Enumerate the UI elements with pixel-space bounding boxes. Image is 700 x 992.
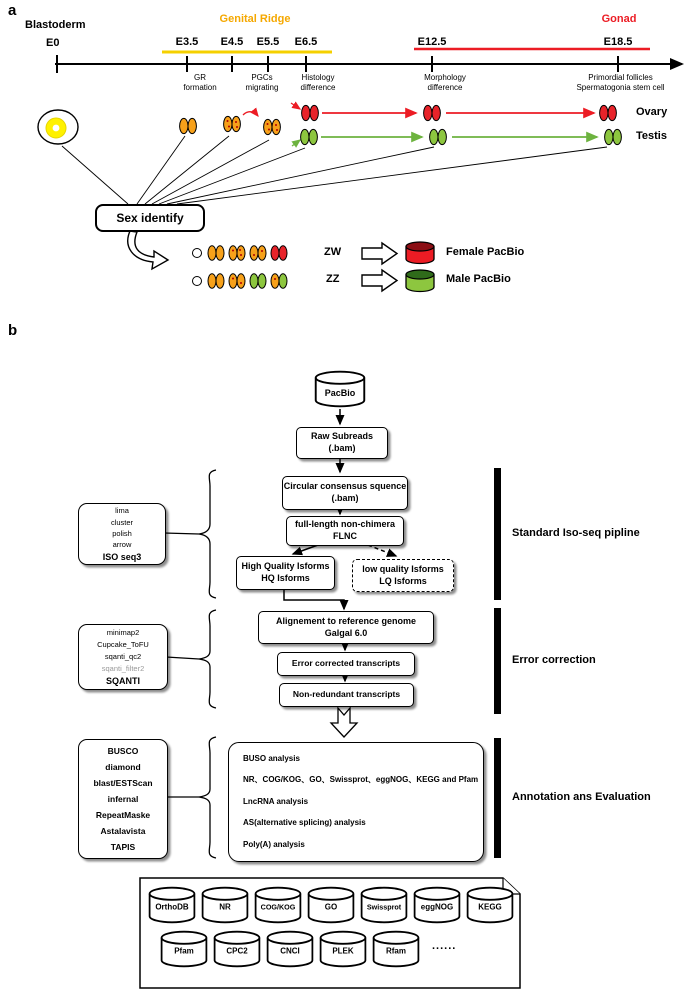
sampling-lines bbox=[62, 136, 607, 204]
zz-row-icons bbox=[193, 274, 288, 288]
db-kegg-icon bbox=[466, 886, 514, 924]
node-non-redundant bbox=[279, 683, 414, 707]
db-cog-kog-icon bbox=[254, 886, 302, 924]
node-flnc bbox=[286, 516, 404, 546]
histology-green-arrow bbox=[292, 140, 300, 146]
zw-label: ZW bbox=[324, 246, 342, 258]
db-label: NR bbox=[219, 902, 231, 912]
db-label: CPC2 bbox=[226, 946, 248, 956]
tool-item: sqanti_filter2 bbox=[101, 664, 145, 673]
tool-item: BUSCO bbox=[107, 746, 139, 756]
tool-item: infernal bbox=[107, 794, 139, 804]
male-pacbio-label: Male PacBio bbox=[446, 273, 511, 285]
node-line: High Quality Isforms bbox=[241, 561, 330, 572]
node-line: Raw Subreads bbox=[310, 431, 374, 442]
tool-item: diamond bbox=[105, 762, 141, 772]
note-line: migrating bbox=[245, 82, 279, 92]
db-nr-icon bbox=[201, 886, 249, 924]
zz-label: ZZ bbox=[326, 273, 340, 285]
tick-e6-5: E6.5 bbox=[294, 36, 318, 48]
tool-item: Cupcake_ToFU bbox=[97, 640, 149, 649]
db-label: GO bbox=[324, 902, 338, 912]
node-ccs bbox=[282, 476, 408, 510]
curved-arrow-icon bbox=[128, 231, 168, 269]
node-line: Circular consensus squence bbox=[283, 481, 407, 492]
node-hq-isoforms bbox=[236, 556, 335, 590]
histology-red-arrow bbox=[291, 103, 300, 109]
zz-arrow-icon bbox=[362, 270, 397, 291]
node-line: low quality Isforms bbox=[362, 563, 444, 574]
testis-pair-e185-icon bbox=[605, 129, 622, 144]
note-line: Morphology bbox=[424, 73, 466, 82]
analysis-line: BUSO analysis bbox=[243, 754, 300, 763]
note-pgcs-migrating bbox=[234, 73, 290, 92]
tool-item: lima bbox=[115, 506, 129, 516]
note-line: Histology bbox=[301, 73, 335, 82]
tool-item: sqanti_qc2 bbox=[104, 652, 142, 661]
tick-e4-5: E4.5 bbox=[220, 36, 244, 48]
pacbio-db-icon bbox=[314, 370, 366, 408]
db-go-icon bbox=[307, 886, 355, 924]
db-cnci-icon bbox=[266, 930, 314, 968]
analysis-line: NR、COG/KOG、GO、Swissprot、eggNOG、KEGG and Pfam bbox=[243, 775, 479, 785]
tool-item: polish bbox=[112, 528, 132, 538]
egg-icon bbox=[38, 110, 78, 144]
note-morphology-difference bbox=[410, 73, 480, 92]
tool-item: Astalavista bbox=[100, 826, 146, 836]
db-label: eggNOG bbox=[420, 902, 454, 912]
node-alignment bbox=[258, 611, 434, 644]
tick-e18-5: E18.5 bbox=[603, 36, 633, 48]
panel-b-label: b bbox=[8, 322, 18, 339]
stage-bar-2 bbox=[494, 608, 501, 714]
female-pacbio-icon bbox=[406, 242, 434, 264]
testis-pair-e125-icon bbox=[430, 129, 447, 144]
braces bbox=[164, 470, 216, 858]
e0-label: E0 bbox=[46, 37, 60, 49]
node-line: (.bam) bbox=[328, 443, 356, 453]
ovary-label: Ovary bbox=[636, 106, 668, 118]
node-line: Alignement to reference genome bbox=[275, 615, 417, 626]
db-label: CNCI bbox=[280, 946, 300, 956]
node-line: LQ Isforms bbox=[379, 575, 427, 586]
node-line: HQ Isforms bbox=[261, 573, 310, 583]
panel-a-label: a bbox=[8, 2, 17, 19]
toolbox-annotation bbox=[78, 739, 168, 859]
toolbox-iso-seq3 bbox=[78, 503, 166, 565]
node-line: Non-redundant transcripts bbox=[292, 689, 401, 700]
genital-ridge-label: Genital Ridge bbox=[219, 13, 291, 25]
female-pacbio-label: Female PacBio bbox=[446, 246, 525, 258]
tick-e3-5: E3.5 bbox=[175, 36, 199, 48]
zw-arrow-icon bbox=[362, 243, 397, 264]
node-analysis bbox=[228, 742, 484, 862]
note-line: difference bbox=[427, 82, 463, 92]
db-swissprot-icon bbox=[360, 886, 408, 924]
stage-label-3: Annotation ans Evaluation bbox=[512, 791, 651, 803]
zw-row-icons bbox=[193, 246, 288, 260]
tool-item: ISO seq3 bbox=[102, 551, 142, 562]
pacbio-label: PacBio bbox=[324, 387, 356, 398]
note-line: Primordial follicles bbox=[588, 73, 653, 82]
db-ellipsis: ...... bbox=[432, 940, 457, 952]
gonad-pair-e45-icon bbox=[224, 116, 241, 131]
note-primordial-follicles bbox=[548, 73, 693, 92]
sex-identify-box bbox=[95, 204, 205, 232]
tick-e12-5: E12.5 bbox=[417, 36, 447, 48]
node-line: FLNC bbox=[333, 531, 357, 541]
db-pfam-icon bbox=[160, 930, 208, 968]
tool-item: RepeatMaske bbox=[95, 810, 151, 820]
analysis-line: Poly(A) analysis bbox=[243, 839, 305, 849]
note-gr-formation bbox=[172, 73, 228, 92]
sex-identify-label: Sex identify bbox=[116, 211, 184, 225]
db-label: PLEK bbox=[332, 946, 354, 956]
db-label: COG/KOG bbox=[260, 902, 296, 912]
db-label: KEGG bbox=[478, 902, 502, 912]
db-plek-icon bbox=[319, 930, 367, 968]
tool-item: arrow bbox=[112, 540, 132, 550]
tick-e5-5: E5.5 bbox=[256, 36, 280, 48]
gonad-pair-e35-icon bbox=[180, 118, 197, 133]
stage-bar-3 bbox=[494, 738, 501, 858]
db-label: Pfam bbox=[174, 946, 194, 956]
node-error-corrected bbox=[277, 652, 415, 676]
note-line: GR bbox=[194, 73, 206, 82]
db-cpc2-icon bbox=[213, 930, 261, 968]
toolbox-sqanti bbox=[78, 624, 168, 690]
note-line: difference bbox=[300, 82, 336, 92]
analysis-line: AS(alternative splicing) analysis bbox=[243, 818, 366, 828]
node-line: Galgal 6.0 bbox=[324, 627, 368, 638]
db-label: OrthoDB bbox=[155, 902, 189, 912]
tool-item: minimap2 bbox=[106, 628, 140, 637]
ovary-pair-e65-icon bbox=[302, 105, 319, 120]
note-line: formation bbox=[183, 82, 217, 92]
db-eggnog-icon bbox=[413, 886, 461, 924]
tool-item: SQANTI bbox=[105, 676, 140, 686]
timeline-axis bbox=[55, 55, 682, 73]
gonad-label: Gonad bbox=[601, 13, 637, 25]
db-rfam-icon bbox=[372, 930, 420, 968]
testis-label: Testis bbox=[636, 130, 667, 142]
stage-bar-1 bbox=[494, 468, 501, 600]
db-orthodb-icon bbox=[148, 886, 196, 924]
tool-item: TAPIS bbox=[110, 842, 136, 852]
note-histology-difference bbox=[288, 73, 348, 92]
node-line: (.bam) bbox=[331, 493, 359, 503]
stage-label-2: Error correction bbox=[512, 654, 596, 666]
gonad-pair-e55-icon bbox=[264, 119, 281, 134]
ovary-pair-e125-icon bbox=[424, 105, 441, 120]
db-label: Rfam bbox=[385, 946, 406, 956]
node-line: full-length non-chimera bbox=[295, 519, 395, 530]
big-down-arrow-icon bbox=[331, 708, 357, 737]
note-line: Spermatogonia stem cell bbox=[576, 82, 665, 92]
pgc-migrate-arrow bbox=[243, 112, 258, 116]
tool-item: blast/ESTScan bbox=[93, 778, 153, 788]
note-line: PGCs bbox=[251, 73, 273, 82]
blastoderm-label: Blastoderm bbox=[25, 19, 86, 31]
node-lq-isoforms bbox=[352, 559, 454, 592]
tool-item: cluster bbox=[110, 517, 134, 527]
node-line: Error corrected transcripts bbox=[291, 658, 401, 669]
ovary-pair-e185-icon bbox=[600, 105, 617, 120]
analysis-line: LncRNA analysis bbox=[243, 796, 309, 806]
stage-label-1: Standard Iso-seq pipline bbox=[512, 527, 640, 539]
testis-pair-e65-icon bbox=[301, 129, 318, 144]
db-label: Swissprot bbox=[366, 902, 402, 912]
node-raw-subreads bbox=[296, 427, 388, 459]
male-pacbio-icon bbox=[406, 270, 434, 292]
